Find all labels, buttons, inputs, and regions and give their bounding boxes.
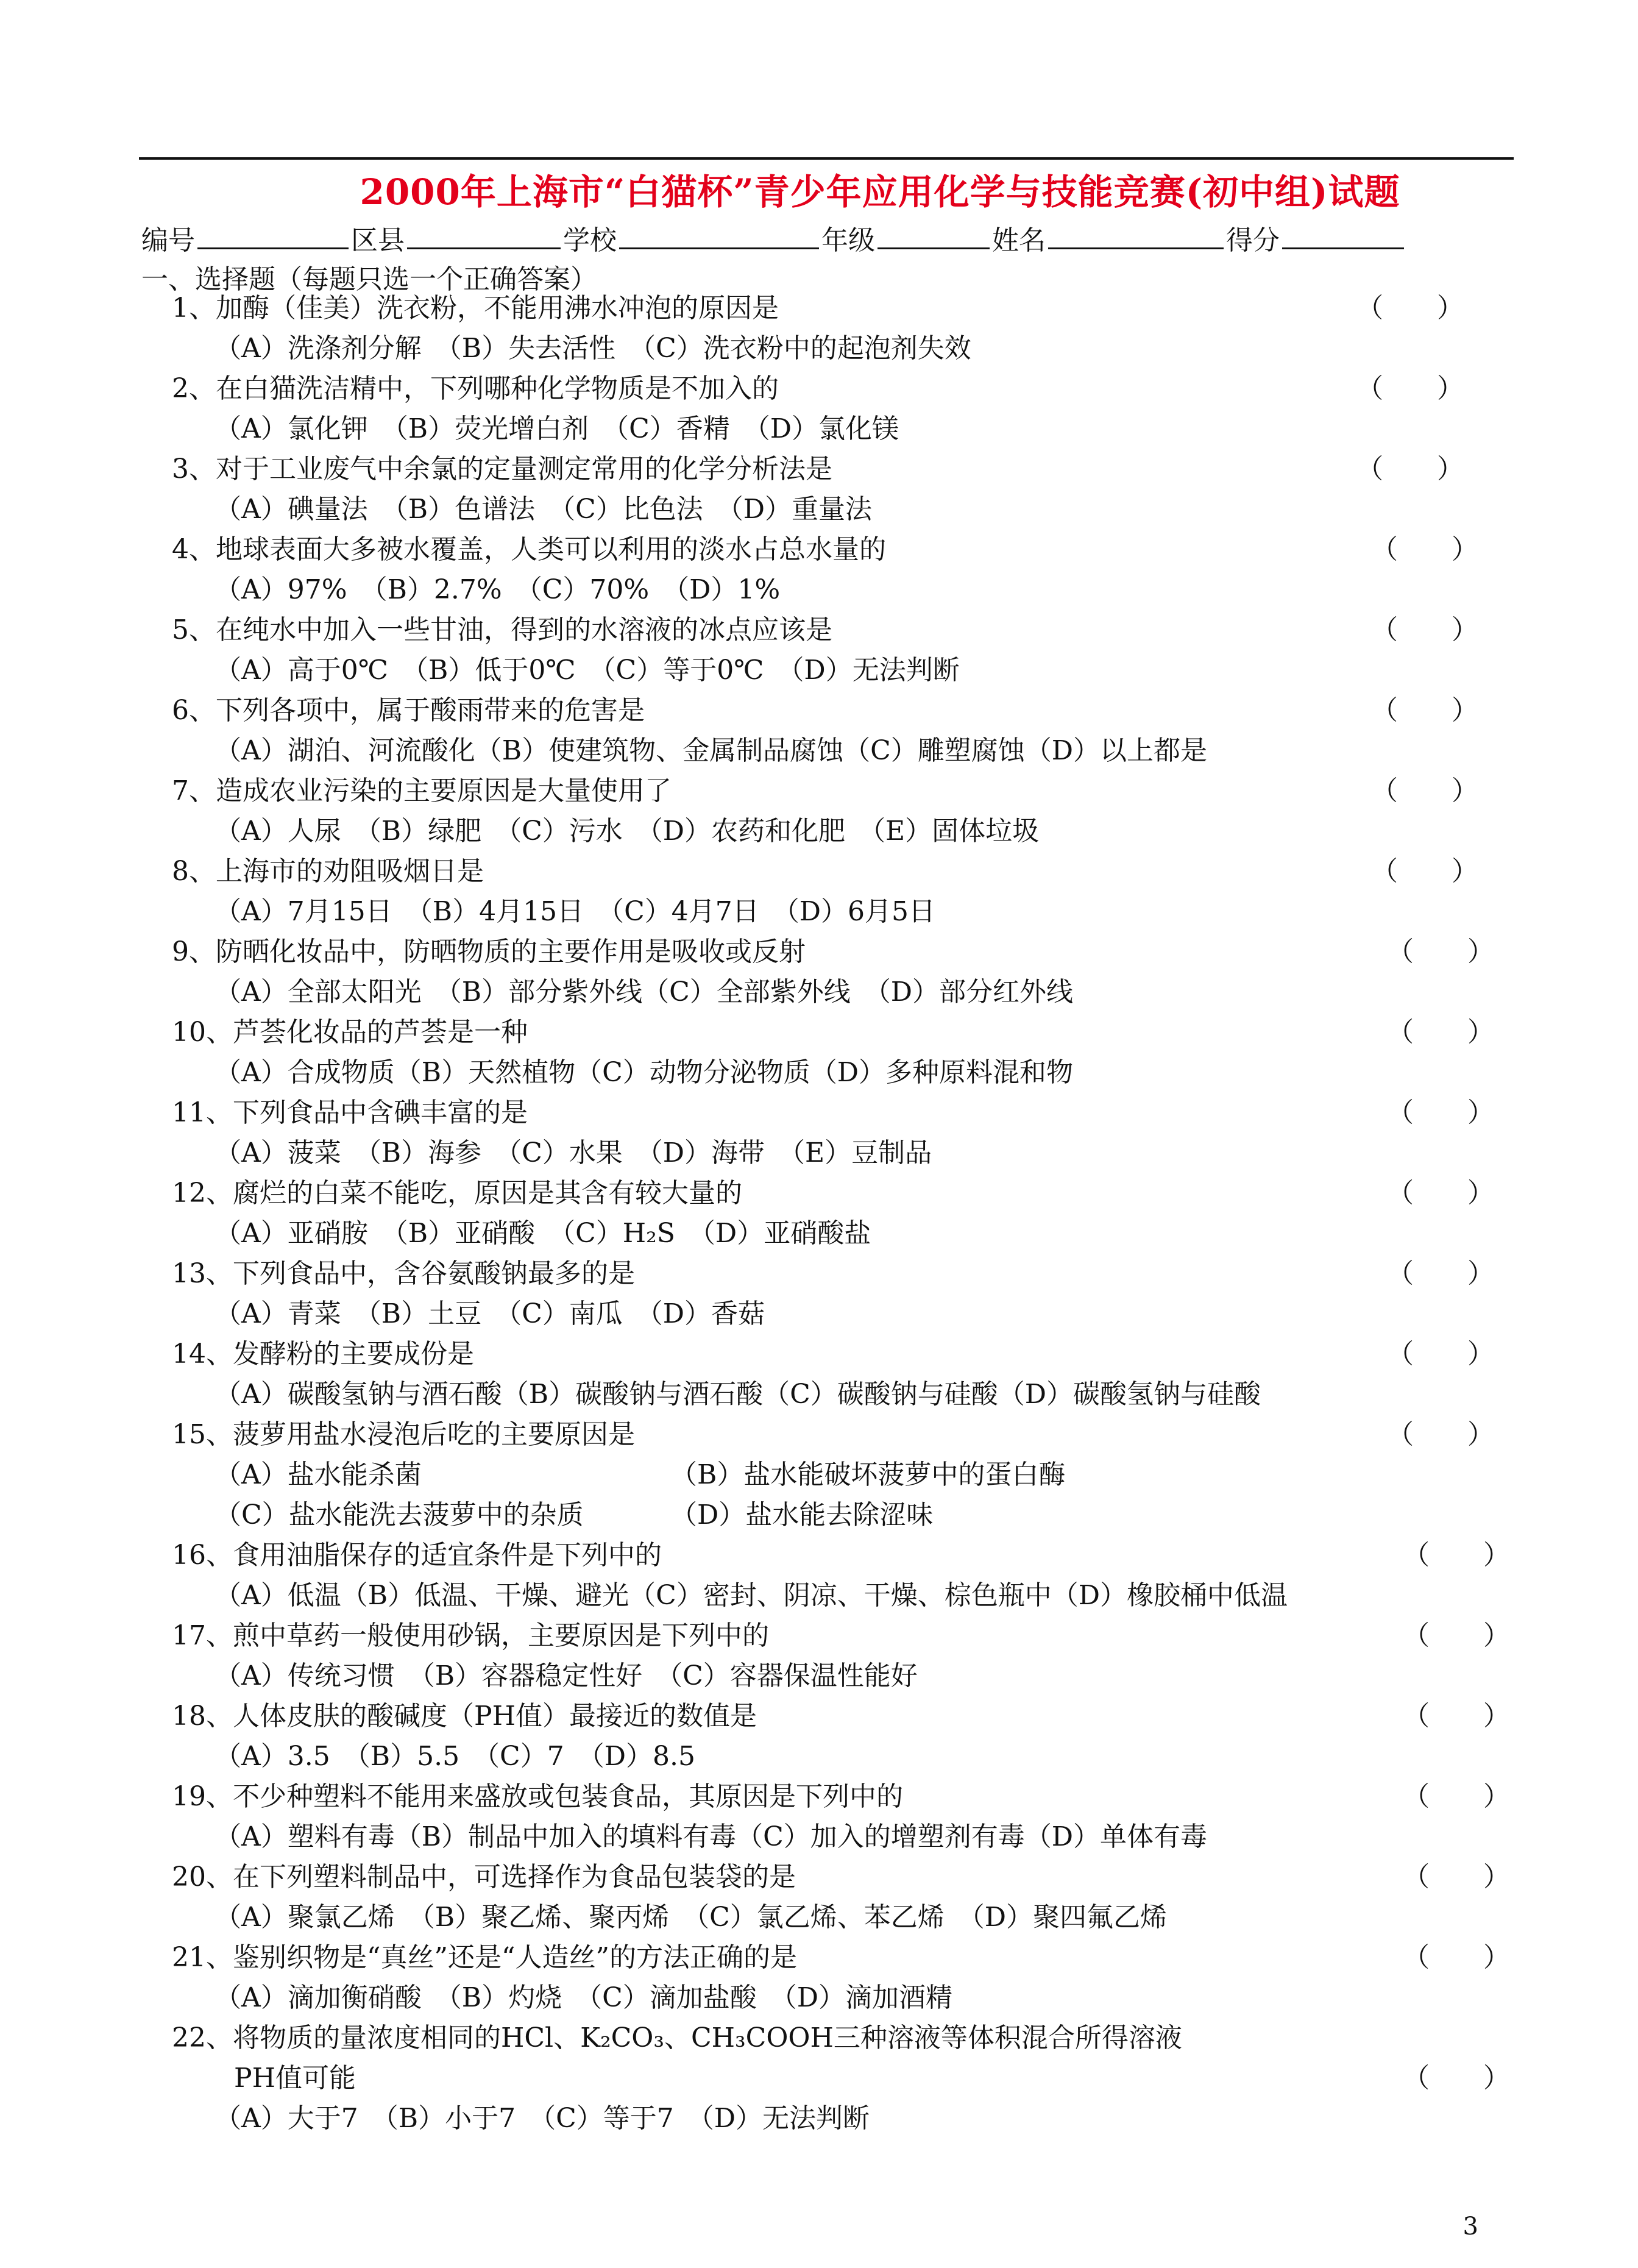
options-11: （A）菠菜 （B）海参 （C）水果 （D）海带 （E）豆制品 [214,1137,932,1168]
answer-paren-15[interactable]: （ ） [1387,1419,1494,1450]
question-2: 2、在白猫洗洁精中，下列哪种化学物质是不加入的 [172,373,779,404]
options-13: （A）青菜 （B）土豆 （C）南瓜 （D）香菇 [214,1298,765,1329]
answer-paren-8[interactable]: （ ） [1371,856,1478,887]
answer-paren-18[interactable]: （ ） [1403,1701,1510,1732]
question-10: 10、芦荟化妆品的芦荟是一种 [172,1017,528,1048]
options-16: （A）低温（B）低温、干燥、避光（C）密封、阴凉、干燥、棕色瓶中（D）橡胶桶中低温 [214,1580,1288,1611]
question-14: 14、发酵粉的主要成份是 [172,1338,474,1370]
options-10: （A）合成物质（B）天然植物（C）动物分泌物质（D）多种原料混和物 [214,1057,1074,1088]
answer-paren-4[interactable]: （ ） [1371,534,1478,565]
options-4: （A）97% （B）2.7% （C）70% （D）1% [214,574,781,605]
blank-xuexiao[interactable] [619,223,819,249]
options-22: （A）大于7 （B）小于7 （C）等于7 （D）无法判断 [214,2103,870,2134]
label-quxian: 区县 [351,225,405,256]
blank-nianji[interactable] [878,223,990,249]
answer-paren-1[interactable]: （ ） [1356,293,1464,324]
answer-paren-9[interactable]: （ ） [1387,936,1494,967]
label-xingming: 姓名 [992,225,1046,256]
question-4: 4、地球表面大多被水覆盖，人类可以利用的淡水占总水量的 [172,534,886,565]
options-19: （A）塑料有毒（B）制品中加入的填料有毒（C）加入的增塑剂有毒（D）单体有毒 [214,1821,1208,1852]
options-9: （A）全部太阳光 （B）部分紫外线（C）全部紫外线 （D）部分红外线 [214,976,1074,1008]
answer-paren-13[interactable]: （ ） [1387,1258,1494,1289]
answer-paren-20[interactable]: （ ） [1403,1861,1510,1893]
blank-xingming[interactable] [1048,223,1224,249]
options-3: （A）碘量法 （B）色谱法 （C）比色法 （D）重量法 [214,494,873,525]
question-8: 8、上海市的劝阻吸烟日是 [172,856,484,887]
info-line [141,218,1406,257]
question-12: 12、腐烂的白菜不能吃，原因是其含有较大量的 [172,1178,742,1209]
question-22-cont: PH值可能 [234,2063,356,2094]
label-defen: 得分 [1226,225,1280,256]
label-biaohao: 编号 [141,225,195,256]
question-19: 19、不少种塑料不能用来盛放或包装食品，其原因是下列中的 [172,1781,903,1812]
blank-quxian[interactable] [407,223,561,249]
header-rule [139,157,1514,160]
question-22: 22、将物质的量浓度相同的HCl、K₂CO₃、CH₃COOH三种溶液等体积混合所得溶液 [172,2022,1182,2053]
options-8: （A）7月15日 （B）4月15日 （C）4月7日 （D）6月5日 [214,896,935,927]
option-15c: （C）盐水能洗去菠萝中的杂质 [214,1499,584,1530]
question-6: 6、下列各项中，属于酸雨带来的危害是 [172,695,645,726]
blank-biaohao[interactable] [197,223,349,249]
answer-paren-19[interactable]: （ ） [1403,1781,1510,1812]
question-15: 15、菠萝用盐水浸泡后吃的主要原因是 [172,1419,635,1450]
question-13: 13、下列食品中，含谷氨酸钠最多的是 [172,1258,635,1289]
answer-paren-14[interactable]: （ ） [1387,1338,1494,1370]
answer-paren-2[interactable]: （ ） [1356,373,1464,404]
options-18: （A）3.5 （B）5.5 （C）7 （D）8.5 [214,1741,695,1772]
answer-paren-5[interactable]: （ ） [1371,614,1478,645]
option-15d: （D）盐水能去除涩味 [670,1499,934,1530]
answer-paren-12[interactable]: （ ） [1387,1178,1494,1209]
option-15a: （A）盐水能杀菌 [214,1459,422,1490]
answer-paren-10[interactable]: （ ） [1387,1017,1494,1048]
question-18: 18、人体皮肤的酸碱度（PH值）最接近的数值是 [172,1701,757,1732]
option-15b: （B）盐水能破坏菠萝中的蛋白酶 [670,1459,1066,1490]
page-number: 3 [1462,2213,1478,2241]
question-17: 17、煎中草药一般使用砂锅，主要原因是下列中的 [172,1620,769,1651]
section-heading: 一、选择题（每题只选一个正确答案） [141,264,597,295]
question-1: 1、加酶（佳美）洗衣粉，不能用沸水冲泡的原因是 [172,293,779,324]
question-16: 16、食用油脂保存的适宜条件是下列中的 [172,1540,662,1571]
answer-paren-7[interactable]: （ ） [1371,775,1478,806]
answer-paren-3[interactable]: （ ） [1356,453,1464,485]
question-3: 3、对于工业废气中余氯的定量测定常用的化学分析法是 [172,453,832,485]
options-20: （A）聚氯乙烯 （B）聚乙烯、聚丙烯 （C）氯乙烯、苯乙烯 （D）聚四氟乙烯 [214,1902,1168,1933]
label-xuexiao: 学校 [563,225,617,256]
options-2: （A）氯化钾 （B）荧光增白剂 （C）香精 （D）氯化镁 [214,413,899,444]
page-title: 2000年上海市“白猫杯”青少年应用化学与技能竞赛(初中组)试题 [360,171,1400,213]
answer-paren-11[interactable]: （ ） [1387,1097,1494,1128]
answer-paren-17[interactable]: （ ） [1403,1620,1510,1651]
answer-paren-22[interactable]: （ ） [1403,2063,1510,2094]
options-21: （A）滴加衡硝酸 （B）灼烧 （C）滴加盐酸 （D）滴加酒精 [214,1982,953,2013]
options-17: （A）传统习惯 （B）容器稳定性好 （C）容器保温性能好 [214,1660,918,1691]
question-11: 11、下列食品中含碘丰富的是 [172,1097,528,1128]
options-1: （A）洗涤剂分解 （B）失去活性 （C）洗衣粉中的起泡剂失效 [214,333,971,364]
options-12: （A）亚硝胺 （B）亚硝酸 （C）H₂S （D）亚硝酸盐 [214,1218,871,1249]
blank-defen[interactable] [1282,223,1404,249]
answer-paren-6[interactable]: （ ） [1371,695,1478,726]
question-5: 5、在纯水中加入一些甘油，得到的水溶液的冰点应该是 [172,614,832,645]
question-20: 20、在下列塑料制品中，可选择作为食品包装袋的是 [172,1861,796,1893]
options-7: （A）人尿 （B）绿肥 （C）污水 （D）农药和化肥 （E）固体垃圾 [214,816,1040,847]
answer-paren-21[interactable]: （ ） [1403,1942,1510,1973]
label-nianji: 年级 [821,225,875,256]
question-21: 21、鉴别织物是“真丝”还是“人造丝”的方法正确的是 [172,1942,797,1973]
options-5: （A）高于0℃ （B）低于0℃ （C）等于0℃ （D）无法判断 [214,655,960,686]
options-14: （A）碳酸氢钠与酒石酸（B）碳酸钠与酒石酸（C）碳酸钠与硅酸（D）碳酸氢钠与硅酸 [214,1379,1261,1410]
options-6: （A）湖泊、河流酸化（B）使建筑物、金属制品腐蚀（C）雕塑腐蚀（D）以上都是 [214,735,1208,766]
answer-paren-16[interactable]: （ ） [1403,1540,1510,1571]
question-9: 9、防晒化妆品中，防晒物质的主要作用是吸收或反射 [172,936,806,967]
question-7: 7、造成农业污染的主要原因是大量使用了 [172,775,672,806]
